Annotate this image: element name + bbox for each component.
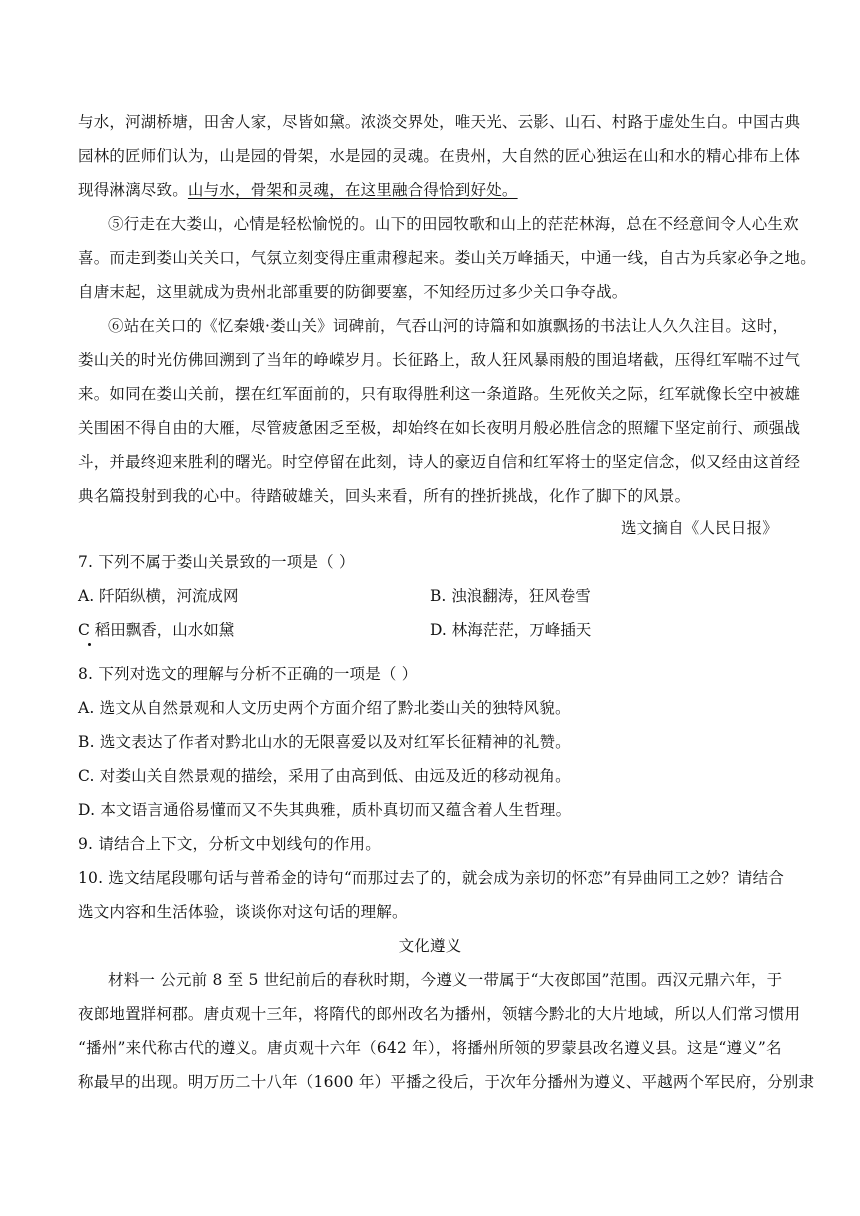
question-10-line-1: 10. 选文结尾段哪句话与普希金的诗句“而那过去了的，就会成为亲切的怀恋”有异曲同工之妙？请结合 bbox=[78, 869, 785, 887]
underlined-sentence: 山与水，骨架和灵魂，在这里融合得恰到好处。 bbox=[187, 181, 518, 199]
question-8-option-a: A. 选文从自然景观和人文历史两个方面介绍了黔北娄山关的独特风貌。 bbox=[78, 699, 571, 717]
material-1-line-1: 材料一 公元前 8 至 5 世纪前后的春秋时期，今遵义一带属于“大夜郎国”范围。西汉元鼎六年，于 bbox=[108, 971, 783, 989]
source-citation: 选文摘自《人民日报》 bbox=[620, 519, 778, 537]
passage-p4-line-3 bbox=[78, 180, 778, 200]
passage-p5-line-3: 自唐末起，这里就成为贵州北部重要的防御要塞，不知经历过多少关口争夺战。 bbox=[78, 283, 628, 301]
passage-p4-line-2: 园林的匠师们认为，山是园的骨架，水是园的灵魂。在贵州，大自然的匠心独运在山和水的精心排布上体 bbox=[78, 147, 801, 165]
question-8-option-b: B. 选文表达了作者对黔北山水的无限喜爱以及对红军长征精神的礼赞。 bbox=[78, 733, 571, 751]
question-7-option-b: B. 浊浪翻涛，狂风卷雪 bbox=[430, 587, 591, 605]
question-7-option-d: D. 林海茫茫，万峰插天 bbox=[430, 621, 592, 639]
section-title: 文化遵义 bbox=[398, 937, 462, 955]
question-7-option-a: A. 阡陌纵横，河流成网 bbox=[78, 587, 239, 605]
question-8-option-d: D. 本文语言通俗易懂而又不失其典雅，质朴真切而又蕴含着人生哲理。 bbox=[78, 801, 572, 819]
question-9: 9. 请结合上下文，分析文中划线句的作用。 bbox=[78, 835, 381, 853]
question-10-line-2: 选文内容和生活体验，谈谈你对这句话的理解。 bbox=[78, 903, 408, 921]
passage-p6-line-6: 典名篇投射到我的心中。待踏破雄关，回头来看，所有的挫折挑战，化作了脚下的风景。 bbox=[78, 487, 691, 505]
passage-p6-line-4: 关围困不得自由的大雁，尽管疲惫困乏至极，却始终在如长夜明月般必胜信念的照耀下坚定前行、顽强战 bbox=[78, 419, 801, 437]
material-1-line-4: 称最早的出现。明万历二十八年（1600 年）平播之役后，于次年分播州为遵义、平越两个军民府，分别隶 bbox=[78, 1073, 815, 1091]
question-7-stem: 7. 下列不属于娄山关景致的一项是（ ） bbox=[78, 553, 355, 571]
passage-p5-line-1: ⑤行走在大娄山，心情是轻松愉悦的。山下的田园牧歌和山上的茫茫林海，总在不经意间令人心生欢 bbox=[108, 215, 799, 233]
passage-p4-text: 现得淋漓尽致。 bbox=[78, 181, 188, 199]
question-8-stem: 8. 下列对选文的理解与分析不正确的一项是（ ） bbox=[78, 665, 418, 683]
passage-p6-line-3: 来。如同在娄山关前，摆在红军面前的，只有取得胜利这一条道路。生死攸关之际，红军就像长空中被雄 bbox=[78, 385, 801, 403]
passage-p4-line-1: 与水，河湖桥塘，田舍人家，尽皆如黛。浓淡交界处，唯天光、云影、山石、村路于虚处生白。中国古典 bbox=[78, 113, 801, 131]
material-1-line-2: 夜郎地置牂柯郡。唐贞观十三年，将隋代的郎州改名为播州，领辖今黔北的大片地域，所以人们常习惯用 bbox=[78, 1005, 801, 1023]
material-1-line-3: “播州”来代称古代的遵义。唐贞观十六年（642 年），将播州所领的罗蒙县改名遵义县。这是“遵义”名 bbox=[78, 1039, 782, 1057]
emphasis-dot bbox=[88, 643, 91, 646]
passage-p6-line-1: ⑥站在关口的《忆秦娥·娄山关》词碑前，气吞山河的诗篇和如旗飘扬的书法让人久久注目。这时， bbox=[108, 317, 789, 335]
passage-p6-line-2: 娄山关的时光仿佛回溯到了当年的峥嵘岁月。长征路上，敌人狂风暴雨般的围追堵截，压得红军喘不过气 bbox=[78, 351, 801, 369]
question-7-option-c: C 稻田飘香，山水如黛 bbox=[78, 621, 235, 639]
passage-p6-line-5: 斗，并最终迎来胜利的曙光。时空停留在此刻，诗人的豪迈自信和红军将士的坚定信念，似又经由这首经 bbox=[78, 453, 801, 471]
passage-p5-line-2: 喜。而走到娄山关关口，气氛立刻变得庄重肃穆起来。娄山关万峰插天，中通一线，自古为兵家必争之地。 bbox=[78, 249, 816, 267]
question-8-option-c: C. 对娄山关自然景观的描绘，采用了由高到低、由远及近的移动视角。 bbox=[78, 767, 571, 785]
